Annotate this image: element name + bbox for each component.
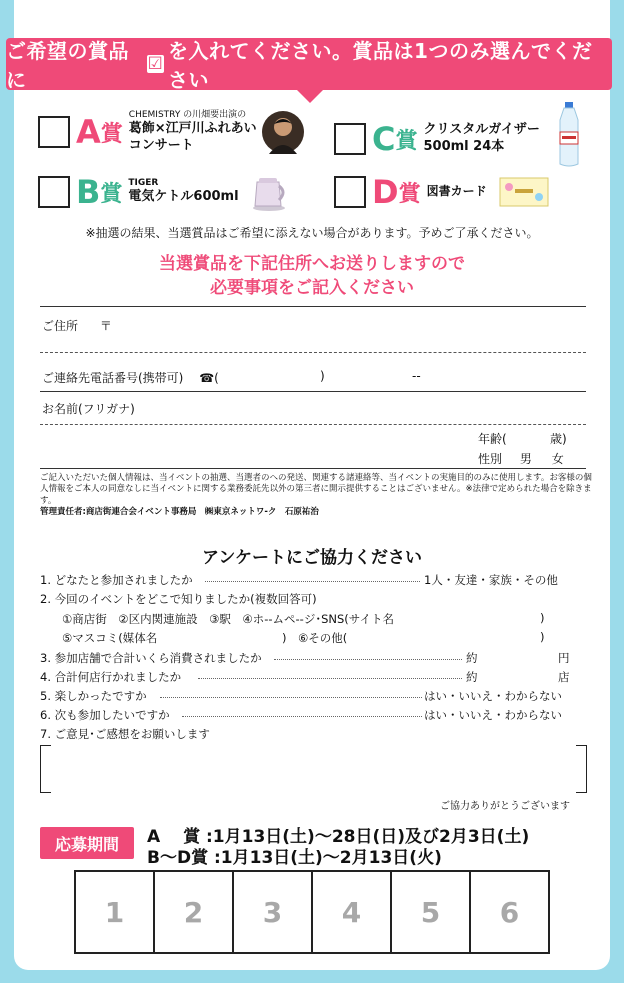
prize-a-line3: コンサート [128, 137, 194, 153]
checkbox-checked-icon: ☑ [147, 54, 164, 74]
comment-box-left[interactable] [40, 745, 51, 793]
gender-label: 性別 [478, 452, 503, 466]
survey-q2-options1[interactable]: ①商店街 ②区内関連施設 ③駅 ④ホ--ムペ--ジ･SNS(サイト名 [62, 612, 394, 626]
banner-text-after: を入れてください。賞品は1つのみ選んでください [168, 39, 593, 92]
prize-b-sho: 賞 [100, 181, 123, 207]
prize-c-checkbox[interactable] [334, 123, 366, 155]
stamp-row [74, 870, 550, 954]
q6-leader [182, 716, 422, 717]
survey-q6-answer[interactable]: はい・いいえ・わからない [424, 708, 562, 722]
address-field[interactable] [42, 317, 112, 334]
period-line-a: A 賞 :1月13日(土)～28日(日)及び2月3日(土) [147, 827, 530, 847]
phone-close: ) [320, 369, 325, 383]
survey-q2-options1-end: ) [540, 611, 545, 625]
stamp-box-3[interactable]: 3 [234, 872, 313, 952]
age-unit[interactable]: 歳) [550, 432, 567, 446]
survey-q2: 2. 今回のイベントをどこで知りましたか(複数回答可) [40, 592, 317, 606]
survey-q5-answer[interactable]: はい・いいえ・わからない [424, 689, 562, 703]
survey-q7: 7. ご意見･ご感想をお願いします [40, 727, 210, 741]
survey-q3: 3. 参加店舗で合計いくら消費されましたか [40, 651, 262, 665]
stamp-box-1[interactable]: 1 [76, 872, 155, 952]
prize-c-desc [424, 122, 540, 156]
phone-rule [40, 391, 586, 392]
postal-mark: 〒 [99, 319, 112, 333]
survey-q4-prefix: 約 [466, 670, 478, 684]
prize-d-line1: 図書カード [426, 184, 487, 199]
prize-c-letter: C [372, 120, 396, 158]
q5-leader [160, 697, 422, 698]
book-card-icon [499, 177, 549, 207]
send-heading-line1: 当選賞品を下記住所へお送りしますので [159, 254, 465, 274]
address-dashed-rule [40, 352, 586, 353]
stamp-box-6[interactable]: 6 [499, 895, 520, 929]
survey-q1: 1. どなたと参加されましたか [40, 573, 193, 587]
prize-a-checkbox[interactable] [38, 116, 70, 148]
send-heading-line2: 必要事項をご記入ください [210, 277, 414, 298]
survey-q3-unit[interactable]: 円 [558, 651, 570, 665]
lottery-note: ※抽選の結果、当選賞品はご希望に添えない場合があります。予めご了承ください。 [85, 226, 539, 240]
address-label: ご住所 [42, 319, 79, 333]
prize-a [38, 110, 305, 155]
survey-q5: 5. 楽しかったですか [40, 689, 147, 703]
phone-label: ご連絡先電話番号(携帯可) [42, 371, 184, 385]
prize-d-checkbox[interactable] [334, 176, 366, 208]
stamp-box-4[interactable]: 4 [313, 872, 392, 952]
prize-b-line2: 電気ケトル600ml [128, 188, 239, 204]
q4-leader [198, 678, 462, 679]
survey-thanks: ご協力ありがとうございます [440, 801, 570, 812]
prize-c [334, 110, 584, 168]
gender-female[interactable]: 女 [551, 452, 564, 466]
period-badge: 応募期間 [40, 827, 134, 859]
name-label: お名前(フリガナ) [42, 402, 135, 416]
survey-q2-options2-end: ) [540, 630, 545, 644]
prize-a-desc [129, 110, 257, 155]
survey-q4: 4. 合計何店行かれましたか [40, 670, 182, 684]
prize-d-sho: 賞 [398, 181, 421, 207]
prize-b-line1: TIGER [128, 178, 159, 189]
prize-b-letter: B [76, 173, 101, 211]
phone-dash: -- [412, 369, 421, 383]
period-line-bd: B～D賞 :1月13日(土)～2月13日(火) [147, 848, 442, 868]
stamp-box-2[interactable]: 2 [155, 872, 234, 952]
survey-q4-unit[interactable]: 店 [558, 670, 570, 684]
comment-box-right[interactable] [576, 745, 587, 793]
phone-field[interactable] [42, 369, 219, 386]
banner-pointer [296, 89, 324, 103]
singer-photo-icon [261, 110, 305, 154]
name-field[interactable] [42, 400, 135, 417]
prize-c-line2: 500ml 24本 [423, 139, 505, 154]
phone-open: ☎( [199, 371, 219, 385]
age-label: 年齢( [478, 432, 507, 446]
survey-q6: 6. 次も参加したいですか [40, 708, 170, 722]
address-top-rule [40, 306, 586, 307]
prize-b-checkbox[interactable] [38, 176, 70, 208]
privacy-notice [40, 473, 592, 519]
prize-c-line1: クリスタルガイザー [423, 122, 540, 138]
prize-c-sho: 賞 [395, 128, 418, 154]
electric-kettle-icon [249, 172, 289, 212]
prize-d [334, 173, 549, 211]
gender-rule [40, 468, 586, 469]
survey-q2-options2[interactable]: ⑤マスコミ(媒体名 [62, 631, 158, 645]
banner-text-before: ご希望の賞品に [6, 39, 129, 92]
send-heading [0, 253, 624, 301]
prize-a-letter: A [76, 113, 101, 152]
prize-b-desc [128, 178, 238, 206]
gender-field [478, 450, 564, 467]
water-bottle-icon [554, 102, 584, 168]
name-dashed-rule [40, 424, 586, 425]
q3-leader [274, 659, 462, 660]
prize-d-letter: D [372, 173, 399, 211]
survey-q3-prefix: 約 [466, 651, 478, 665]
privacy-text: ご記入いただいた個人情報は、当イベントの抽選、当選者のへの発送、関連する諸連絡等、当イベントの実施目的のみに使用します。お客様の個人情報をご本人の同意なしに当イベントに関する業務委託先以外の第三者に開示提供することはございません。※法律で定められた場合を除きます。 [40, 473, 592, 506]
survey-title: アンケートにご協力ください [202, 548, 422, 568]
prize-a-line2: 葛飾×江戸川ふれあい [128, 120, 257, 136]
survey-q1-answer[interactable]: 1人・友達・家族・その他 [424, 573, 558, 587]
prize-b [38, 172, 289, 212]
survey-q2-options2-mid[interactable]: ) ⑥その他( [282, 631, 348, 645]
stamp-box-5[interactable]: 5 [392, 872, 471, 952]
gender-male[interactable]: 男 [519, 452, 532, 466]
q1-leader [205, 581, 420, 582]
prize-a-line1: CHEMISTRY の川畑要出演の [128, 110, 247, 120]
instruction-banner [6, 38, 612, 90]
prize-a-sho: 賞 [100, 121, 123, 147]
privacy-manager: 管理責任者:商店街連合会イベント事務局 ㈱東京ネットワ-ク 石原祐治 [40, 507, 319, 518]
